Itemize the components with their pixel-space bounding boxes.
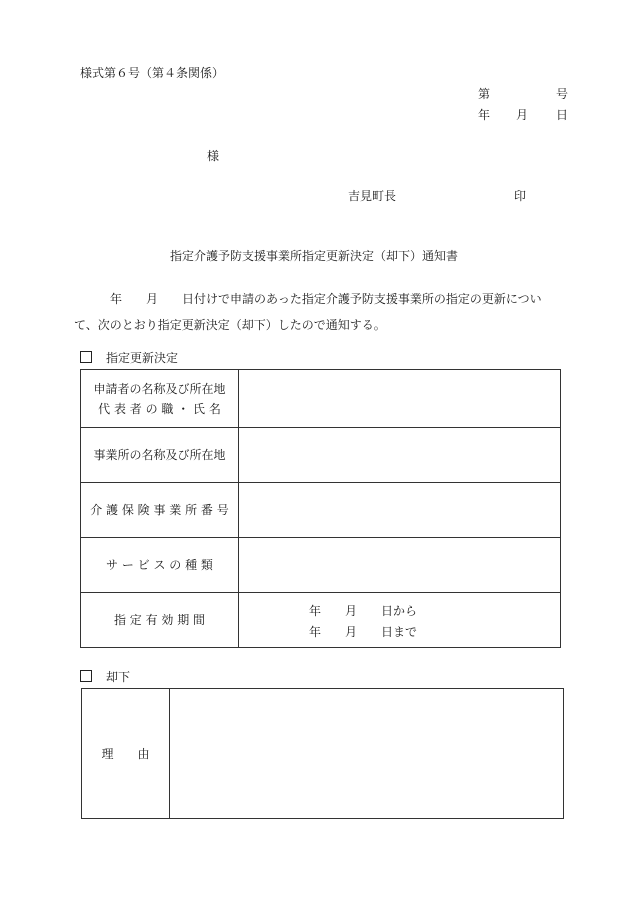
date-month: 月 <box>516 108 529 122</box>
rejection-heading <box>80 670 130 684</box>
issuer-seal: 印 <box>514 189 527 203</box>
table-row <box>81 370 561 428</box>
service-type-value[interactable] <box>239 538 561 593</box>
rejection-checkbox[interactable] <box>80 670 92 682</box>
service-type-label <box>81 538 239 593</box>
rejection-table <box>81 688 564 819</box>
period-from-month: 月 <box>345 604 358 618</box>
period-to-day: 日まで <box>381 625 418 639</box>
table-row <box>82 689 564 819</box>
date-year: 年 <box>478 108 491 122</box>
reason-label: 理 由 <box>82 689 170 819</box>
office-number-label <box>81 483 239 538</box>
period-to <box>309 622 417 642</box>
approval-heading <box>80 351 178 365</box>
service-type-label-line: サ ー ビ ス の 種 類 <box>106 558 213 572</box>
body-year: 年 <box>110 292 123 306</box>
validity-period-label-line: 指 定 有 効 期 間 <box>113 613 206 627</box>
period-from-year: 年 <box>309 604 322 618</box>
office-label <box>81 428 239 483</box>
office-number-value[interactable] <box>239 483 561 538</box>
period-to-month: 月 <box>345 625 358 639</box>
body-line-1 <box>74 286 574 312</box>
approval-checkbox[interactable] <box>80 351 92 363</box>
doc-number-prefix: 第 <box>478 87 491 101</box>
applicant-value[interactable] <box>239 370 561 428</box>
applicant-label-line-2: 代 表 者 の 職 ・ 氏 名 <box>98 401 221 416</box>
office-number-label-line: 介 護 保 険 事 業 所 番 号 <box>90 503 229 517</box>
issuer-title: 吉見町長 <box>348 189 397 203</box>
period-from-day: 日から <box>381 604 418 618</box>
office-value[interactable] <box>239 428 561 483</box>
applicant-label-line-1: 申請者の名称及び所在地 <box>93 381 226 396</box>
approval-heading-label: 指定更新決定 <box>106 351 179 365</box>
period-from <box>309 601 417 621</box>
document-title: 指定介護予防支援事業所指定更新決定（却下）通知書 <box>170 249 459 263</box>
body-paragraph <box>74 286 574 338</box>
office-label-line: 事業所の名称及び所在地 <box>93 448 226 462</box>
table-row <box>81 483 561 538</box>
table-row <box>81 593 561 648</box>
table-row <box>81 538 561 593</box>
date-day: 日 <box>556 108 569 122</box>
reason-value[interactable] <box>170 689 564 819</box>
body-line1-rest: 日付けで申請のあった指定介護予防支援事業所の指定の更新につい <box>182 292 542 306</box>
rejection-heading-label: 却下 <box>106 670 131 684</box>
period-to-year: 年 <box>309 625 322 639</box>
table-row <box>81 428 561 483</box>
validity-period-label <box>81 593 239 648</box>
form-number: 様式第６号（第４条関係） <box>80 66 225 80</box>
doc-number-suffix: 号 <box>556 87 569 101</box>
body-month: 月 <box>146 292 159 306</box>
validity-period-value[interactable] <box>239 593 561 648</box>
applicant-label <box>81 370 239 428</box>
addressee-suffix: 様 <box>207 149 220 163</box>
body-line-2: て、次のとおり指定更新決定（却下）したので通知する。 <box>74 318 386 332</box>
approval-table <box>80 369 561 648</box>
